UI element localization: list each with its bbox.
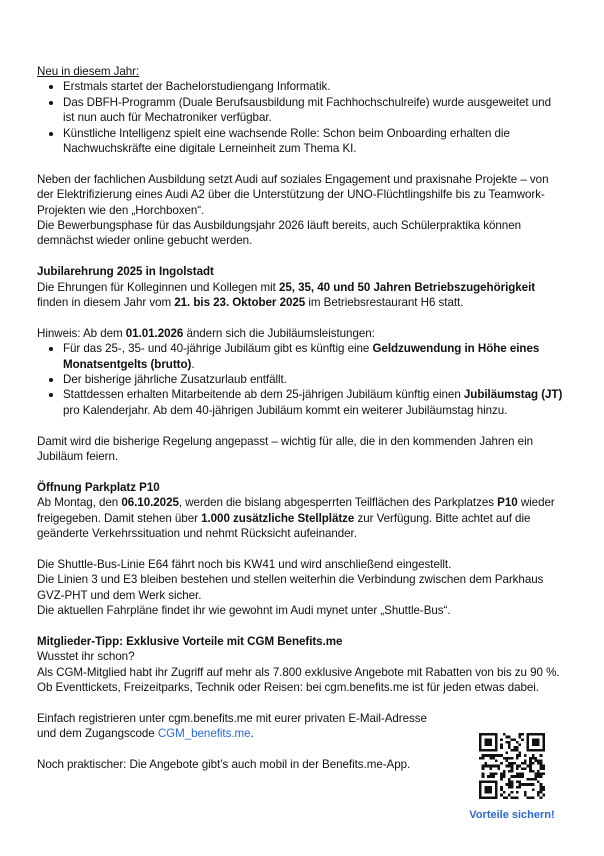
qr-code-icon[interactable]: [479, 733, 545, 799]
jubilar-list: [37, 341, 565, 418]
parkplatz-paragraph: Ab Montag, den 06.10.2025, werden die bislang abgesperrten Teilflächen des Parkplatzes P10 wieder freigegeben. Damit stehen über 1.000 zusätzliche Stellplätze zur Verfügung. Bitte achtet auf die geänderte Verkehrssituation und nehmt Rücksicht aufeinander.: [37, 496, 555, 541]
neu-item-1: Erstmals startet der Bachelorstudiengang Informatik.: [63, 79, 565, 94]
document-content: [37, 64, 565, 773]
tipp-title: Mitglieder-Tipp: Exklusive Vorteile mit CGM Benefits.me: [37, 634, 343, 648]
jubilar-item-1: Für das 25-, 35- und 40-jährige Jubiläum gibt es künftig eine Geldzuwendung in Höhe eines Monatsentgelts (brutto).: [63, 341, 565, 372]
intro-paragraph-2: Die Bewerbungsphase für das Ausbildungsjahr 2026 läuft bereits, auch Schülerpraktika können demnächst wieder online gebucht werden.: [37, 219, 521, 248]
jubilar-paragraph: Die Ehrungen für Kolleginnen und Kollegen mit 25, 35, 40 und 50 Jahren Betriebszugehörigkeit finden in diesem Jahr vom 21. bis 23. Oktober 2025 im Betriebsrestaurant H6 statt.: [37, 280, 536, 310]
jubilar-hint: Hinweis: Ab dem 01.01.2026 ändern sich die Jubiläumsleistungen:: [37, 326, 375, 340]
tipp-paragraph: Als CGM-Mitglied habt ihr Zugriff auf mehr als 7.800 exklusive Angebote mit Rabatten von bis zu 90 %. Ob Eventtickets, Freizeitparks, Technik oder Reisen: bei cgm.benefits.me ist für jeden etwas dabei.: [37, 665, 560, 695]
shuttle-line-1: Die Shuttle-Bus-Linie E64 fährt noch bis KW41 und wird anschließend eingestellt.: [37, 557, 452, 571]
tipp-question: Wusstet ihr schon?: [37, 650, 135, 664]
jubilar-item-3: Stattdessen erhalten Mitarbeitende ab dem 25-jährigen Jubiläum künftig einen Jubiläumstag (JT) pro Kalenderjahr. Ab dem 40-jährigen Jubiläum kommt ein weiterer Jubiläumstag hinzu.: [63, 387, 565, 418]
shuttle-line-2: Die Linien 3 und E3 bleiben bestehen und stellen weiterhin die Verbindung zwischen dem Parkhaus GVZ-PHT und dem Werk sicher.: [37, 573, 544, 602]
tipp-app: Noch praktischer: Die Angebote gibt’s auch mobil in der Benefits.me-App.: [37, 758, 411, 772]
qr-block[interactable]: [466, 733, 558, 821]
neu-list: [37, 79, 565, 156]
neu-item-2: Das DBFH-Programm (Duale Berufsausbildung mit Fachhochschulreife) wurde ausgeweitet und ist nun auch für Mechatroniker verfügbar.: [63, 95, 565, 126]
shuttle-line-3: Die aktuellen Fahrpläne findet ihr wie gewohnt im Audi mynet unter „Shuttle-Bus“.: [37, 604, 451, 618]
jubilar-item-2: Der bisherige jährliche Zusatzurlaub entfällt.: [63, 372, 565, 387]
intro-paragraph: Neben der fachlichen Ausbildung setzt Audi auf soziales Engagement und praxisnahe Projekte – von der Elektrifizierung eines Audi A2 über die Unterstützung der UNO-Flüchtlingshilfe bis zu Teamwork-Projekten wie den „Horchboxen“.: [37, 172, 549, 217]
parkplatz-title: Öffnung Parkplatz P10: [37, 480, 160, 494]
tipp-register: Einfach registrieren unter cgm.benefits.me mit eurer privaten E-Mail-Adresse und dem Zugangscode CGM_benefits.me.: [37, 711, 427, 741]
neu-item-3: Künstliche Intelligenz spielt eine wachsende Rolle: Schon beim Onboarding erhalten die Nachwuchskräfte eine digitale Lerneinheit zum Thema KI.: [63, 126, 565, 157]
jubilar-closing: Damit wird die bisherige Regelung angepasst – wichtig für alle, die in den kommenden Jahren ein Jubiläum feiern.: [37, 434, 534, 464]
neu-heading: Neu in diesem Jahr:: [37, 65, 140, 78]
cta-label[interactable]: Vorteile sichern!: [469, 809, 555, 821]
access-code-link[interactable]: CGM_benefits.me: [157, 727, 251, 741]
jubilar-title: Jubilarehrung 2025 in Ingolstadt: [37, 265, 214, 279]
